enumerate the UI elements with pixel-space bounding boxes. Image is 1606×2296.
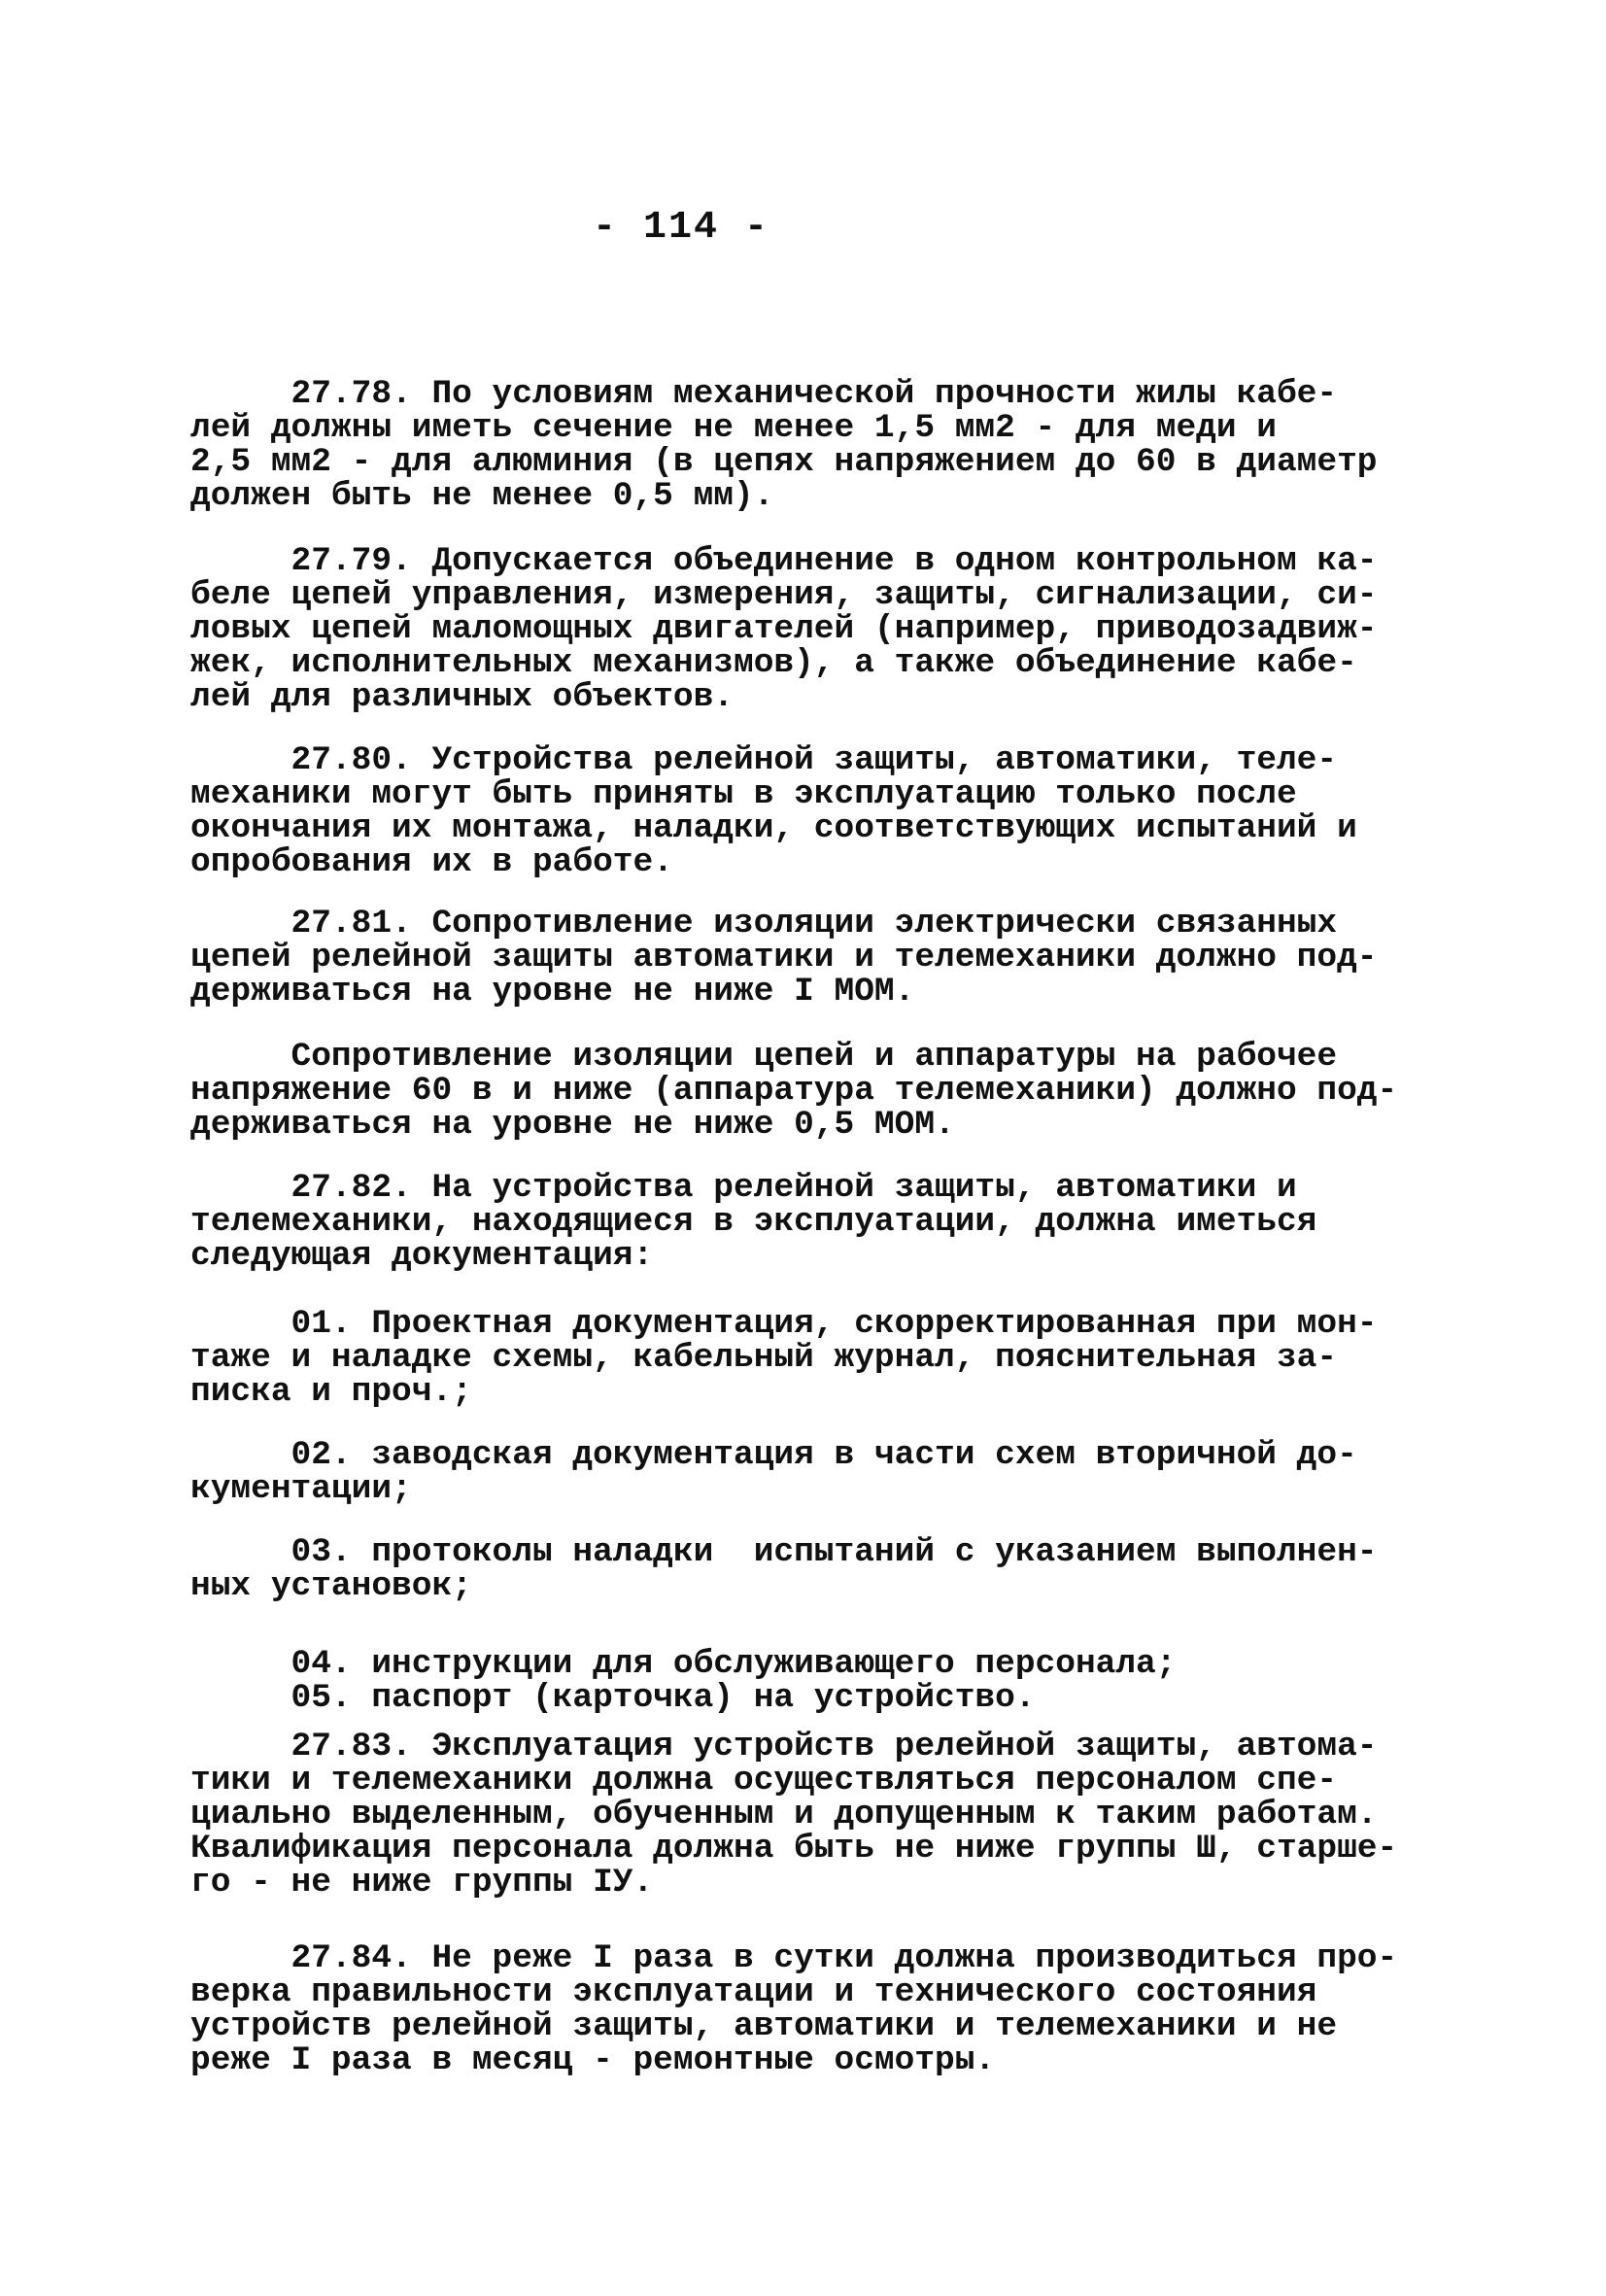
text-line: реже I раза в месяц - ремонтные осмотры. [190, 2041, 996, 2079]
text-line: писка и проч.; [190, 1373, 472, 1411]
text-line: 27.83. Эксплуатация устройств релейной защиты, автома- [190, 1728, 1378, 1765]
text-line: 27.79. Допускается объединение в одном контрольном ка- [190, 542, 1378, 580]
paragraph-p04-05 [190, 1647, 1405, 1715]
text-line: держиваться на уровне не ниже 0,5 МОМ. [190, 1106, 955, 1144]
text-line: опробования их в работе. [190, 843, 673, 881]
text-line: следующая документация: [190, 1237, 654, 1275]
text-line: 27.82. На устройства релейной защиты, автоматики и [190, 1169, 1297, 1207]
paragraph-p02 [190, 1438, 1405, 1506]
paragraph-p27-78 [190, 377, 1405, 513]
text-line: ных установок; [190, 1567, 472, 1605]
text-line: 27.80. Устройства релейной защиты, автоматики, теле- [190, 741, 1338, 779]
text-line: 01. Проектная документация, скорректированная при мон- [190, 1305, 1378, 1343]
text-line: 27.84. Не реже I раза в сутки должна производиться про- [190, 1939, 1398, 1977]
text-line: 05. паспорт (карточка) на устройство. [190, 1679, 1036, 1717]
text-line: жек, исполнительных механизмов), а также объединение кабе- [190, 644, 1357, 682]
text-line: беле цепей управления, измерения, защиты, сигнализации, си- [190, 576, 1378, 614]
paragraph-p27-83 [190, 1730, 1405, 1900]
text-line: напряжение 60 в и ниже (аппаратура телемеханики) должно под- [190, 1072, 1398, 1110]
text-line: окончания их монтажа, наладки, соответствующих испытаний и [190, 809, 1357, 847]
text-line: механики могут быть приняты в эксплуатацию только после [190, 775, 1297, 813]
text-line: должен быть не менее 0,5 мм). [190, 477, 774, 515]
text-line: лей для различных объектов. [190, 678, 734, 716]
text-line: 02. заводская документация в части схем вторичной до- [190, 1436, 1357, 1474]
text-line: го - не ниже группы IУ. [190, 1864, 654, 1902]
text-line: устройств релейной защиты, автоматики и телемеханики и не [190, 2007, 1338, 2045]
text-line: таже и наладке схемы, кабельный журнал, пояснительная за- [190, 1339, 1338, 1377]
paragraph-p27-81 [190, 907, 1405, 1009]
text-line: 2,5 мм2 - для алюминия (в цепях напряжением до 60 в диаметр [190, 443, 1378, 481]
text-line: 04. инструкции для обслуживающего персонала; [190, 1645, 1177, 1683]
text-line: лей должны иметь сечение не менее 1,5 мм2 - для меди и [190, 409, 1277, 447]
paragraph-p27-81b [190, 1040, 1405, 1142]
text-line: тики и телемеханики должна осуществляться персоналом спе- [190, 1762, 1338, 1799]
paragraph-p27-82 [190, 1171, 1405, 1273]
text-line: держиваться на уровне не ниже I МОМ. [190, 973, 915, 1011]
text-line: циально выделенным, обученным и допущенным к таким работам. [190, 1796, 1378, 1833]
text-line: 27.81. Сопротивление изоляции электрически связанных [190, 905, 1338, 942]
text-line: Квалификация персонала должна быть не ниже группы Ш, старше- [190, 1830, 1398, 1868]
text-line: Сопротивление изоляции цепей и аппаратуры на рабочее [190, 1038, 1338, 1076]
paragraph-p27-80 [190, 743, 1405, 879]
page-number: - 114 - [593, 206, 770, 250]
text-line: ловых цепей маломощных двигателей (например, приводозадвиж- [190, 610, 1378, 648]
paragraph-p27-79 [190, 544, 1405, 714]
text-line: кументации; [190, 1470, 412, 1508]
text-line: телемеханики, находящиеся в эксплуатации, должна иметься [190, 1203, 1317, 1241]
text-line: 27.78. По условиям механической прочности жилы кабе- [190, 375, 1338, 413]
text-line: 03. протоколы наладки испытаний с указанием выполнен- [190, 1533, 1378, 1571]
paragraph-p01 [190, 1307, 1405, 1409]
paragraph-p27-84 [190, 1941, 1405, 2077]
text-line: верка правильности эксплуатации и технического состояния [190, 1973, 1317, 2011]
paragraph-p03 [190, 1535, 1405, 1603]
text-line: цепей релейной защиты автоматики и телемеханики должно под- [190, 939, 1378, 977]
